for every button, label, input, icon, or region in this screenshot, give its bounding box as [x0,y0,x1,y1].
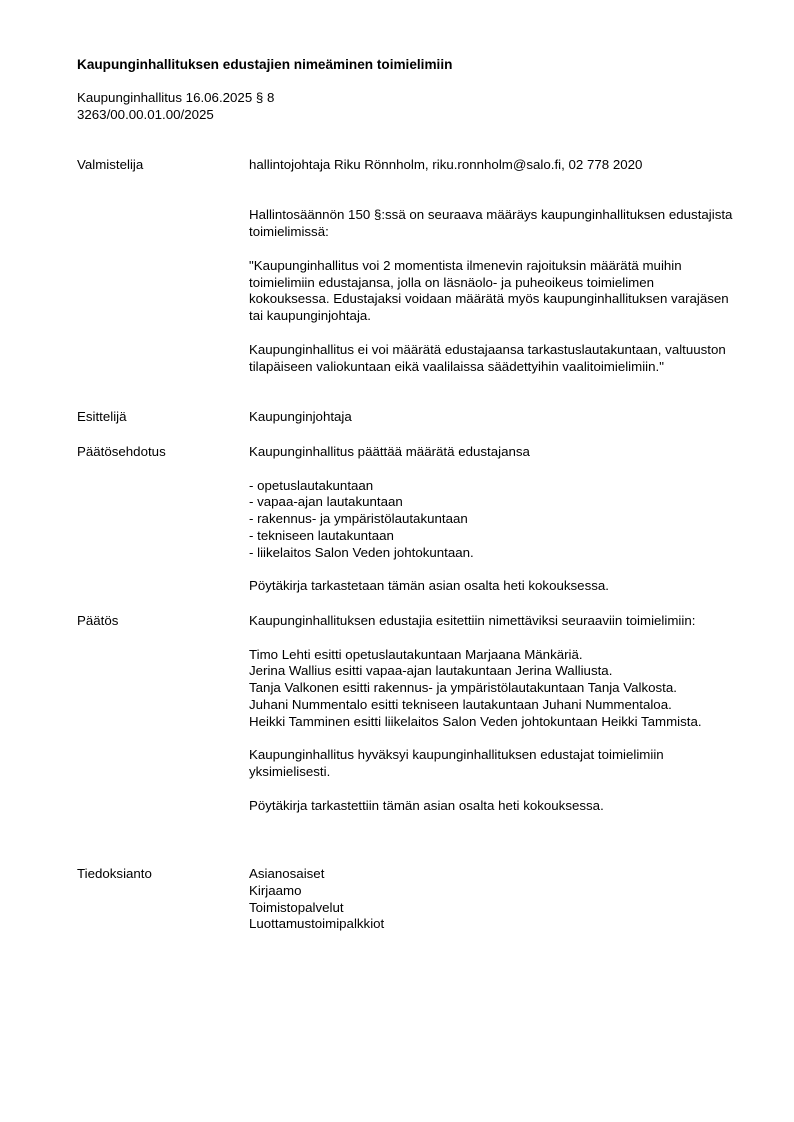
list-item: Jerina Wallius esitti vapaa-ajan lautakuntaan Jerina Walliusta. [249,663,613,679]
list-item: - opetuslautakuntaan [249,477,374,493]
section-content-valmistelija [249,157,736,375]
decision-intro: Kaupunginhallituksen edustajia esitettiin nimettäviksi seuraaviin toimielimiin: [249,613,696,628]
list-item: Heikki Tamminen esitti liikelaitos Salon Veden johtokuntaan Heikki Tammista. [249,713,702,729]
list-item: Asianosaiset [249,866,325,881]
preparer-info: hallintojohtaja Riku Rönnholm, riku.ronnholm@salo.fi, 02 778 2020 [249,157,643,172]
meeting-meta [77,90,274,124]
list-item: Luottamustoimipalkkiot [249,916,385,932]
regulation-quote-paragraph-2: Kaupunginhallitus ei voi määrätä edustajaansa tarkastuslautakuntaan, valtuuston tilapäiseen valiokuntaan eikä vaalilaissa säädettyihin vaalitoimielimiin." [249,341,726,374]
section-label-esittelija: Esittelijä [77,409,127,424]
list-item: - tekniseen lautakuntaan [249,527,394,543]
section-label-paatos: Päätös [77,613,119,628]
list-item: Kirjaamo [249,882,302,898]
section-label-tiedoksianto: Tiedoksianto [77,866,152,881]
list-item: - liikelaitos Salon Veden johtokuntaan. [249,544,474,560]
section-content-paatos [249,613,736,815]
list-item: - vapaa-ajan lautakuntaan [249,494,403,510]
section-label-paatosehdotus: Päätösehdotus [77,444,166,459]
list-item: Toimistopalvelut [249,899,344,915]
meeting-reference: Kaupunginhallitus 16.06.2025 § 8 [77,90,275,105]
proposal-intro: Kaupunginhallitus päättää määrätä edustajansa [249,444,530,459]
decision-approval: Kaupunginhallitus hyväksyi kaupunginhallituksen edustajat toimielimiin yksimielisesti. [249,747,664,780]
list-item: - rakennus- ja ympäristölautakuntaan [249,511,468,527]
document-title: Kaupunginhallituksen edustajien nimeäminen toimielimiin [77,57,453,72]
regulation-quote-paragraph-1: "Kaupunginhallitus voi 2 momentista ilmenevin rajoituksin määrätä muihin toimielimiin edustajansa, jolla on läsnäolo- ja puheoikeus toimielimen kokouksessa. Edustajaksi voidaan määrätä myös kaupunginhallituksen varajäsen tai kaupunginjohtaja. [249,257,729,324]
decision-closing: Pöytäkirja tarkastettiin tämän asian osalta heti kokouksessa. [249,797,604,813]
section-content-paatosehdotus [249,444,736,595]
list-item: Timo Lehti esitti opetuslautakuntaan Marjaana Mänkäriä. [249,646,583,662]
presenter: Kaupunginjohtaja [249,409,352,424]
regulation-intro: Hallintosäännön 150 §:ssä on seuraava määräys kaupunginhallituksen edustajista toimielimissä: [249,207,733,240]
record-id: 3263/00.00.01.00/2025 [77,106,214,122]
proposal-closing: Pöytäkirja tarkastetaan tämän asian osalta heti kokouksessa. [249,578,609,594]
section-content-tiedoksianto [249,866,736,933]
list-item: Juhani Nummentalo esitti tekniseen lautakuntaan Juhani Nummentaloa. [249,696,672,712]
list-item: Tanja Valkonen esitti rakennus- ja ympäristölautakuntaan Tanja Valkosta. [249,680,677,696]
section-label-valmistelija: Valmistelija [77,157,144,172]
